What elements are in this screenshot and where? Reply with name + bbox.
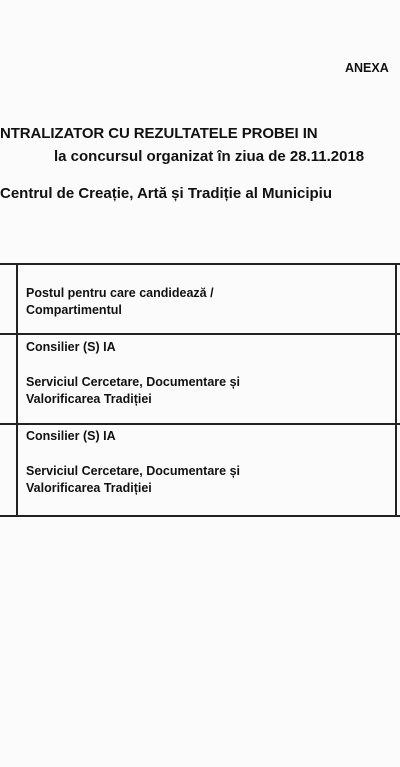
table-column-divider [395,263,397,516]
table-row-divider [0,423,400,425]
row-position: Consilier (S) IA [26,340,116,354]
row-position: Consilier (S) IA [26,429,116,443]
document-subtitle: la concursul organizat în ziua de 28.11.2018 [54,148,365,165]
row-department: Serviciul Cercetare, Documentare și [26,375,240,389]
annex-label: ANEXA [345,61,389,75]
document-title: NTRALIZATOR CU REZULTATELE PROBEI IN [0,125,318,142]
table-border-top [0,263,400,265]
row-department: Valorificarea Tradiției [26,392,152,406]
table-border-bottom [0,515,400,517]
column-header-position: Postul pentru care candidează / [26,286,214,300]
row-department: Valorificarea Tradiției [26,481,152,495]
institution-name: Centrul de Creație, Artă și Tradiție al Municipiu [0,185,333,202]
table-row [26,428,240,497]
row-department: Serviciul Cercetare, Documentare și [26,464,240,478]
table-header-cell [26,285,214,319]
column-header-department: Compartimentul [26,303,122,317]
table-row-divider [0,333,400,335]
table-column-divider [16,263,18,516]
table-row [26,339,240,408]
